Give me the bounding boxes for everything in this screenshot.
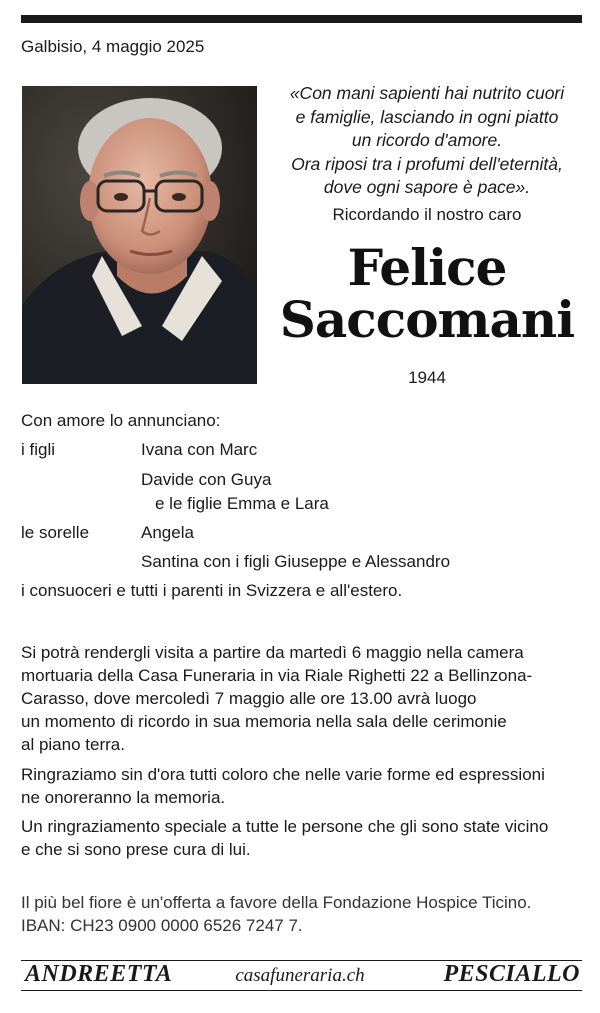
child-entry: Ivana con Marc: [141, 440, 258, 459]
quote: [272, 82, 582, 200]
thanks-line: Ringraziamo sin d'ora tutti coloro che nelle varie forme ed espressioni: [21, 765, 545, 784]
brand-andreetta: ANDREETTA: [25, 961, 173, 987]
thanks-line: ne onoreranno la memoria.: [21, 788, 226, 807]
visit-line: un momento di ricordo in sua memoria nella sala delle cerimonie: [21, 712, 507, 731]
announce-heading: Con amore lo annunciano:: [21, 411, 221, 430]
brand-pesciallo: PESCIALLO: [443, 961, 580, 987]
deceased-first-name: Felice: [347, 238, 507, 297]
children-label: i figli: [21, 440, 56, 459]
portrait-photo: [22, 86, 257, 384]
visit-line: Si potrà rendergli visita a partire da martedì 6 maggio nella camera: [21, 643, 524, 662]
visit-line: mortuaria della Casa Funeraria in via Riale Righetti 22 a Bellinzona-: [21, 666, 533, 685]
special-thanks-paragraph: [21, 815, 586, 861]
special-thanks-line: Un ringraziamento speciale a tutte le persone che gli sono state vicino: [21, 817, 549, 836]
sisters-label: le sorelle: [21, 523, 90, 542]
quote-line: «Con mani sapienti hai nutrito cuori: [289, 83, 565, 103]
quote-line: un ricordo d'amore.: [351, 130, 503, 150]
visit-line: Carasso, dove mercoledì 7 maggio alle ore 13.00 avrà luogo: [21, 689, 477, 708]
special-thanks-line: e che si sono prese cura di lui.: [21, 840, 251, 859]
quote-line: e famiglie, lasciando in ogni piatto: [295, 106, 559, 127]
visit-line: al piano terra.: [21, 735, 125, 754]
sister-entry: Angela: [141, 523, 194, 542]
relatives-line: i consuoceri e tutti i parenti in Svizzera e all'estero.: [21, 581, 403, 600]
thanks-paragraph: [21, 763, 586, 809]
donation-paragraph: [21, 891, 586, 937]
top-rule: [21, 15, 582, 23]
birth-year: 1944: [408, 368, 446, 387]
donation-line: Il più bel fiore è un'offerta a favore della Fondazione Hospice Ticino.: [21, 893, 532, 912]
child-entry: Davide con Guya: [141, 470, 272, 489]
sister-entry: Santina con i figli Giuseppe e Alessandro: [141, 552, 451, 571]
remembering-line: Ricordando il nostro caro: [332, 205, 522, 224]
quote-line: dove ogni sapore è pace».: [323, 177, 531, 197]
deceased-last-name: Saccomani: [279, 290, 575, 349]
footer-bottom-rule: [21, 990, 582, 991]
quote-line: Ora riposi tra i profumi dell'eternità,: [291, 153, 563, 174]
visit-paragraph: [21, 641, 586, 756]
grandchildren-entry: e le figlie Emma e Lara: [155, 494, 329, 513]
website-link[interactable]: casafuneraria.ch: [235, 965, 365, 986]
donation-line: IBAN: CH23 0900 0000 6526 7247 7.: [21, 916, 303, 935]
place-date: Galbisio, 4 maggio 2025: [21, 37, 205, 56]
